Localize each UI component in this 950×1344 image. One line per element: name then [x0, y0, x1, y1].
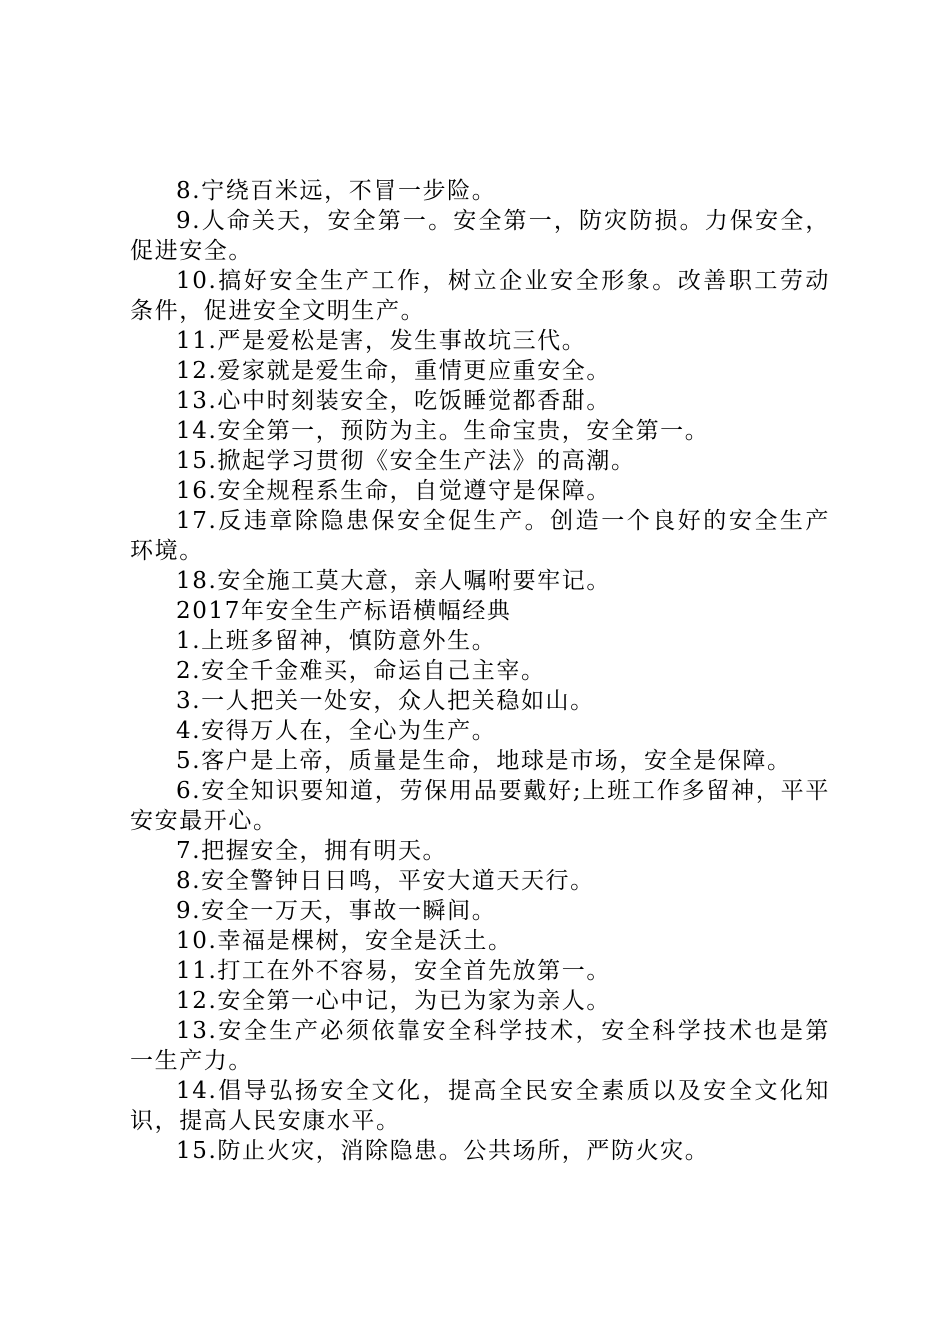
paragraph: 9.安全一万天，事故一瞬间。	[176, 898, 497, 924]
paragraph: 12.安全第一心中记，为已为家为亲人。	[176, 988, 611, 1014]
paragraph: 11.打工在外不容易，安全首先放第一。	[176, 958, 611, 984]
paragraph: 4.安得万人在，全心为生产。	[176, 718, 497, 744]
paragraph: 8.宁绕百米远，不冒一步险。	[176, 178, 497, 204]
paragraph: 12.爱家就是爱生命，重情更应重安全。	[176, 358, 611, 384]
paragraph: 10.幸福是棵树，安全是沃土。	[176, 928, 513, 954]
section-heading: 2017年安全生产标语横幅经典	[176, 598, 512, 624]
paragraph: 18.安全施工莫大意，亲人嘱咐要牢记。	[176, 568, 611, 594]
paragraph: 16.安全规程系生命，自觉遵守是保障。	[176, 478, 611, 504]
paragraph: 14.安全第一，预防为主。生命宝贵，安全第一。	[176, 418, 710, 444]
document-body	[130, 176, 830, 1166]
paragraph: 1.上班多留神，慎防意外生。	[176, 628, 497, 654]
paragraph: 11.严是爱松是害，发生事故坑三代。	[176, 328, 587, 354]
paragraph: 13.安全生产必须依靠安全科学技术，安全科学技术也是第一生产力。	[130, 1018, 830, 1074]
paragraph: 7.把握安全，拥有明天。	[176, 838, 448, 864]
paragraph: 8.安全警钟日日鸣，平安大道天天行。	[176, 868, 595, 894]
paragraph: 9.人命关天，安全第一。安全第一，防灾防损。力保安全，促进安全。	[130, 208, 830, 264]
paragraph: 15.防止火灾，消除隐患。公共场所，严防火灾。	[176, 1138, 710, 1164]
paragraph: 13.心中时刻装安全，吃饭睡觉都香甜。	[176, 388, 611, 414]
paragraph: 14.倡导弘扬安全文化，提高全民安全素质以及安全文化知识，提高人民安康水平。	[130, 1078, 830, 1134]
paragraph: 3.一人把关一处安，众人把关稳如山。	[176, 688, 595, 714]
paragraph: 6.安全知识要知道，劳保用品要戴好;上班工作多留神，平平安安最开心。	[130, 778, 830, 834]
paragraph: 2.安全千金难买，命运自己主宰。	[176, 658, 546, 684]
paragraph: 5.客户是上帝，质量是生命，地球是市场，安全是保障。	[176, 748, 792, 774]
paragraph: 10.搞好安全生产工作，树立企业安全形象。改善职工劳动条件，促进安全文明生产。	[130, 268, 830, 324]
paragraph: 17.反违章除隐患保安全促生产。创造一个良好的安全生产环境。	[130, 508, 830, 564]
paragraph: 15.掀起学习贯彻《安全生产法》的高潮。	[176, 448, 636, 474]
